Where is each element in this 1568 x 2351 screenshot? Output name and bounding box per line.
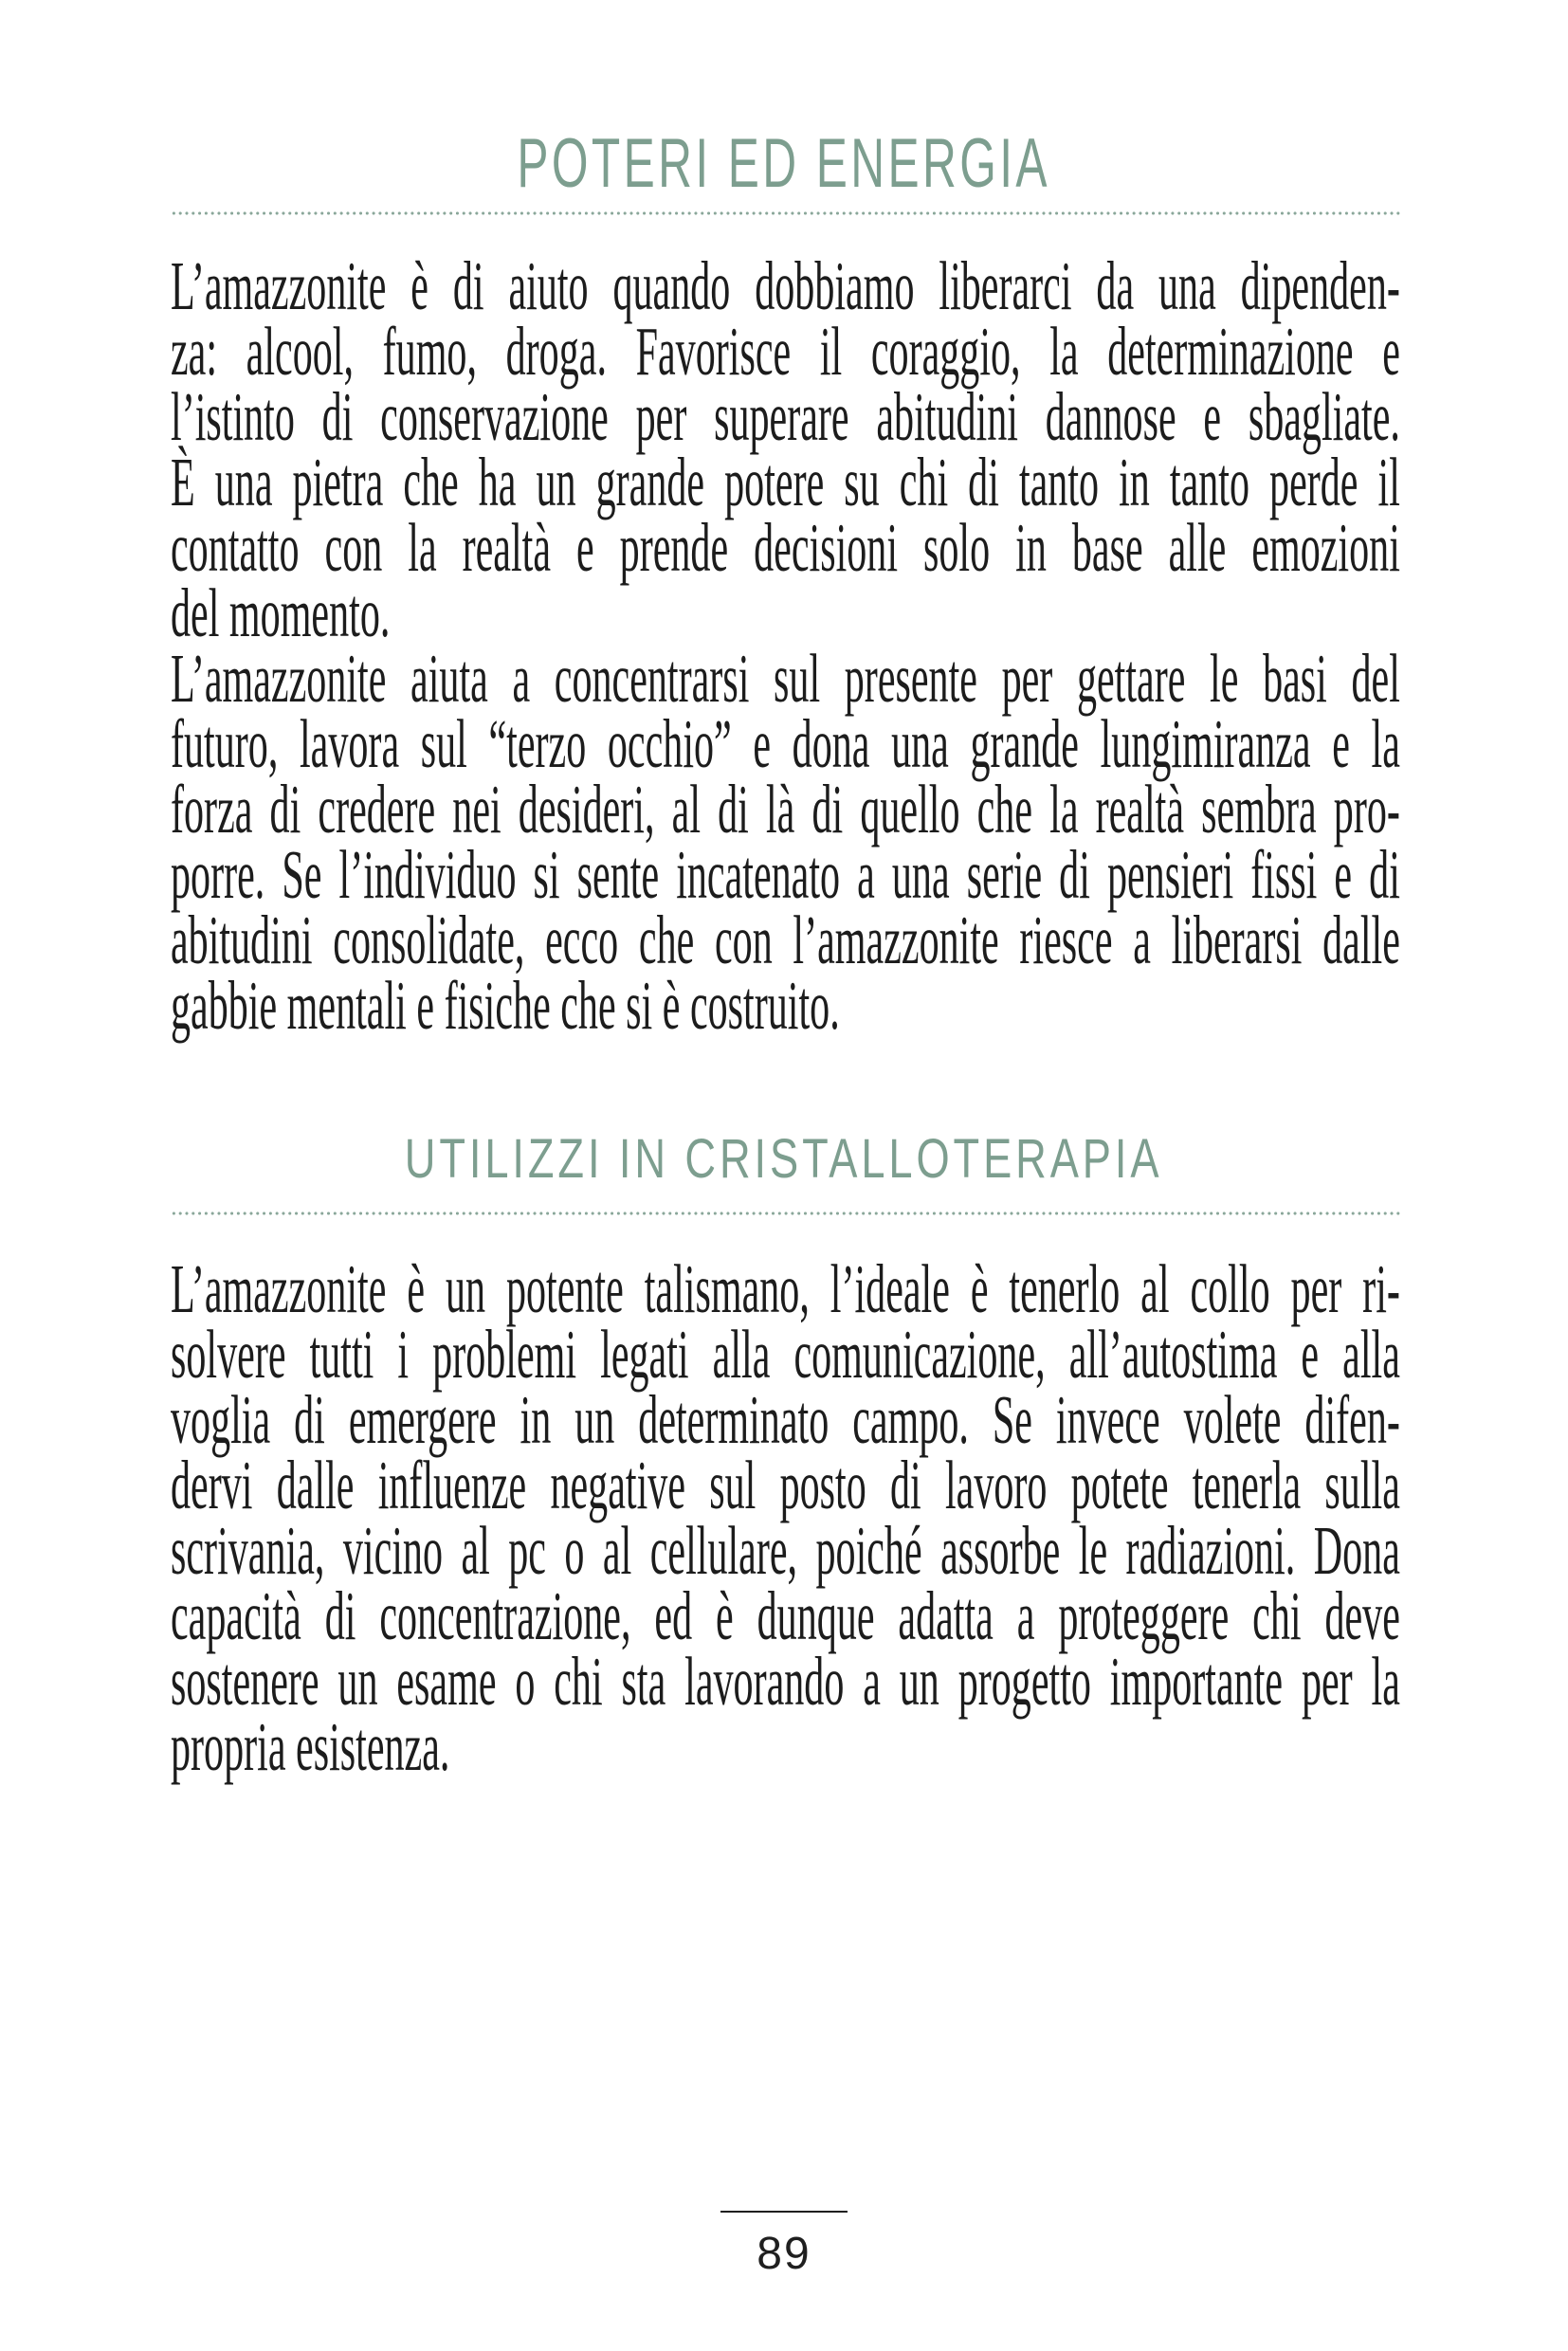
paragraph-line: solvere tutti i problemi legati alla comunicazione, all’autostima e alla: [171, 1316, 1400, 1393]
paragraph-line: sostenere un esame o chi sta lavorando a un progetto importante per la: [171, 1643, 1400, 1720]
paragraph-line: voglia di emergere in un determinato campo. Se invece volete difen-: [171, 1381, 1400, 1458]
paragraph-line: L’amazzonite è un potente talismano, l’ideale è tenerlo al collo per ri-: [171, 1250, 1400, 1327]
paragraph-line: contatto con la realtà e prende decisioni solo in base alle emozioni: [171, 509, 1400, 586]
footer-divider: [720, 2211, 848, 2213]
paragraph-line: L’amazzonite è di aiuto quando dobbiamo liberarci da una dipenden-: [171, 247, 1400, 324]
section-body-utilizzi: [171, 1250, 1400, 1785]
dotted-divider: [171, 1210, 1400, 1217]
paragraph-line: gabbie mentali e fisiche che si è costruito.: [171, 967, 840, 1044]
dotted-divider: [171, 210, 1400, 217]
section-body-poteri: [171, 247, 1400, 1044]
paragraph-line: È una pietra che ha un grande potere su chi di tanto in tanto perde il: [171, 444, 1400, 520]
paragraph-line: l’istinto di conservazione per superare abitudini dannose e sbagliate.: [171, 378, 1400, 455]
section-heading-utilizzi: [0, 1128, 1568, 1190]
section-heading-label: POTERI ED ENERGIA: [517, 125, 1051, 202]
paragraph-line: forza di credere nei desideri, al di là di quello che la realtà sembra pro-: [171, 771, 1400, 847]
paragraph-line: porre. Se l’individuo si sente incatenato a una serie di pensieri fissi e di: [171, 836, 1400, 913]
section-heading-poteri: [0, 125, 1568, 202]
page-number: 89: [757, 2229, 811, 2279]
section-heading-label: UTILIZZI IN CRISTALLOTERAPIA: [405, 1128, 1163, 1190]
paragraph-line: za: alcool, fumo, droga. Favorisce il coraggio, la determinazione e: [171, 313, 1400, 390]
paragraph-line: scrivania, vicino al pc o al cellulare, poiché assorbe le radiazioni. Dona: [171, 1512, 1400, 1589]
paragraph-line: del momento.: [171, 574, 391, 651]
paragraph-line: futuro, lavora sul “terzo occhio” e dona una grande lungimiranza e la: [171, 705, 1400, 782]
paragraph-line: dervi dalle influenze negative sul posto di lavoro potete tenerla sulla: [171, 1447, 1400, 1523]
paragraph-line: propria esistenza.: [171, 1708, 450, 1785]
paragraph-line: capacità di concentrazione, ed è dunque adatta a proteggere chi deve: [171, 1577, 1400, 1654]
paragraph-line: L’amazzonite aiuta a concentrarsi sul presente per gettare le basi del: [171, 640, 1400, 717]
paragraph-line: abitudini consolidate, ecco che con l’amazzonite riesce a liberarsi dalle: [171, 902, 1400, 978]
